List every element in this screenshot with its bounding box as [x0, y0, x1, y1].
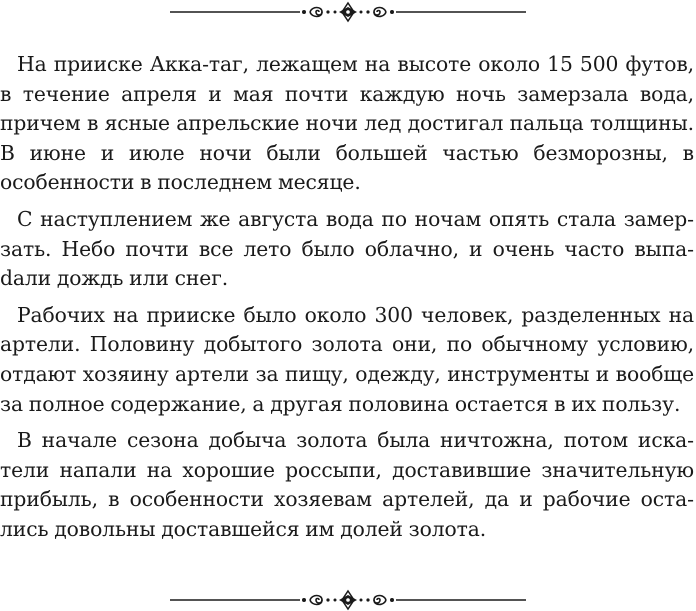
paragraph: С наступлением же августа вода по ночам опять стала замерзать. Небо почти все лето было облачно, и очень часто выпаdали дождь или снег. — [0, 206, 694, 291]
fleuron-divider-icon — [170, 589, 526, 611]
fleuron-divider-icon — [170, 1, 526, 23]
bottom-ornament — [0, 589, 696, 611]
paragraph: На прииске Акка-таг, лежащем на высоте около 15 500 футов, в течение апреля и мая почти каждую ночь замерзала вода, причем в ясные апрельские ночи лед достигал пальца толщины. В июне и июле ночи были большей частью безморозны, в особенности в последнем месяце. — [0, 52, 694, 195]
top-ornament — [0, 1, 696, 23]
paragraph: В начале сезона добыча золота была ничтожна, потом искатели напали на хорошие россыпи, доставившие значительную прибыль, в особенности хозяевам артелей, да и рабочие остались довольны доставшейся им долей золота. — [0, 428, 694, 541]
paragraph: Рабочих на прииске было около 300 человек, разделенных на артели. Половину добытого золота они, по обычному условию, отдают хозяину артели за пищу, одежду, инструменты и вообще за полное содержание, а другая половина остается в их пользу. — [0, 302, 694, 416]
page-text — [0, 50, 696, 545]
